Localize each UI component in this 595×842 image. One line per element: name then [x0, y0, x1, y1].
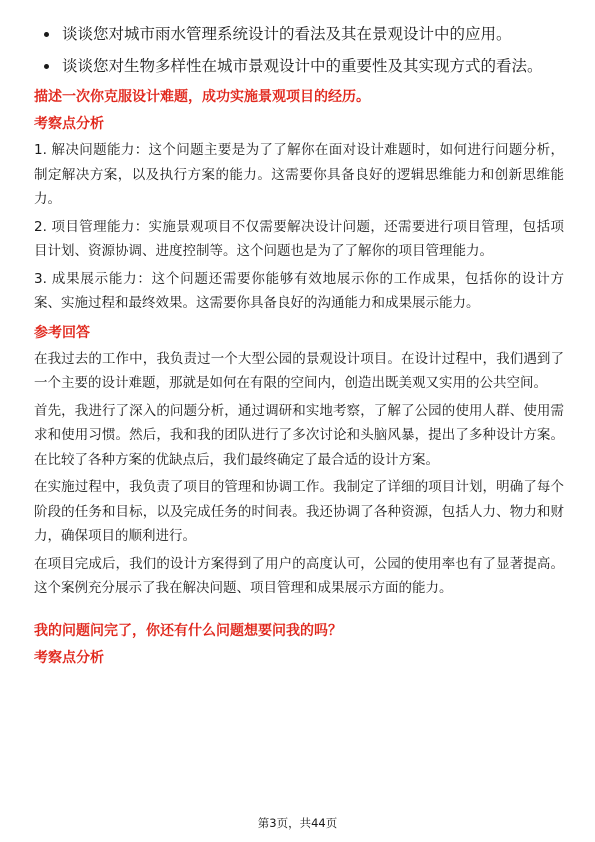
analysis-paragraph: 3. 成果展示能力：这个问题还需要你能够有效地展示你的工作成果，包括你的设计方案、实施过程和最终效果。这需要你具备良好的沟通能力和成果展示能力。 [34, 270, 564, 311]
analysis-label: 考察点分析 [34, 116, 104, 132]
analysis-paragraph: 1. 解决问题能力：这个问题主要是为了了解你在面对设计难题时，如何进行问题分析，制定解决方案，以及执行方案的能力。这需要你具备良好的逻辑思维能力和创新思维能力。 [34, 142, 564, 207]
bullet-text: 谈谈您对城市雨水管理系统设计的看法及其在景观设计中的应用。 [62, 25, 512, 43]
page-footer: 第3页，共44页 [257, 816, 338, 830]
bullet-item [34, 22, 564, 46]
bullet-list [34, 22, 564, 78]
question-heading: 我的问题问完了，你还有什么问题想要问我的吗？ [34, 622, 342, 639]
answer-paragraph: 首先，我进行了深入的问题分析，通过调研和实地考察，了解了公园的使用人群、使用需求和使用习惯。然后，我和我的团队进行了多次讨论和头脑风暴，提出了多种设计方案。在比较了各种方案的优缺点后，我们最终确定了最合适的设计方案。 [34, 402, 564, 468]
bullet-dot-icon [44, 32, 49, 37]
document-page [34, 22, 564, 672]
answer-paragraph: 在我过去的工作中，我负责过一个大型公园的景观设计项目。在设计过程中，我们遇到了一个主要的设计难题，那就是如何在有限的空间内，创造出既美观又实用的公共空间。 [34, 350, 564, 391]
answer-label: 参考回答 [34, 324, 90, 341]
bullet-item [34, 54, 564, 78]
analysis-label: 考察点分析 [34, 649, 104, 666]
answer-paragraph: 在实施过程中，我负责了项目的管理和协调工作。我制定了详细的项目计划，明确了每个阶段的任务和目标，以及完成任务的时间表。我还协调了各种资源，包括人力、物力和财力，确保项目的顺利进行。 [34, 479, 564, 544]
analysis-paragraph: 2. 项目管理能力：实施景观项目不仅需要解决设计问题，还需要进行项目管理，包括项目计划、资源协调、进度控制等。这个问题也是为了了解你的项目管理能力。 [34, 218, 564, 259]
question-heading: 描述一次你克服设计难题，成功实施景观项目的经历。 [34, 89, 370, 105]
answer-paragraph: 在项目完成后，我们的设计方案得到了用户的高度认可，公园的使用率也有了显著提高。这个案例充分展示了我在解决问题、项目管理和成果展示方面的能力。 [34, 555, 564, 596]
bullet-text: 谈谈您对生物多样性在城市景观设计中的重要性及其实现方式的看法。 [62, 57, 543, 75]
bullet-dot-icon [44, 64, 49, 69]
